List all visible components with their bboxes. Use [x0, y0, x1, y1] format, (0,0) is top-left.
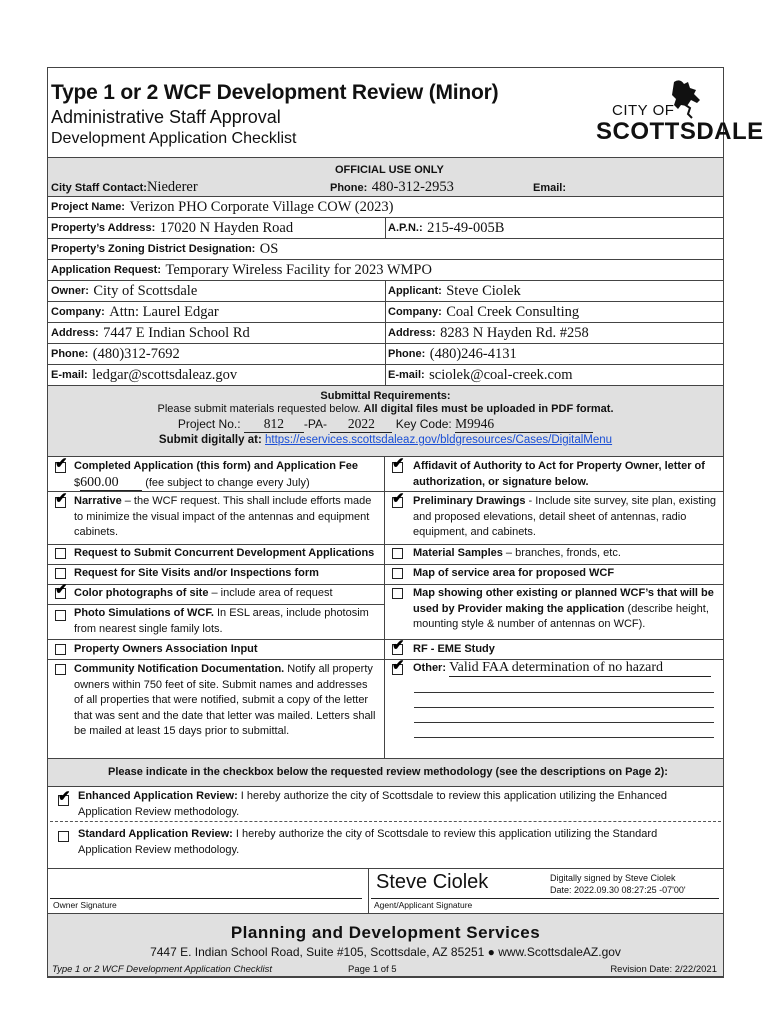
pa-field[interactable]: 2022: [330, 416, 392, 433]
property-address-field[interactable]: 17020 N Hayden Road: [159, 219, 294, 236]
footer-address: 7447 E. Indian School Road, Suite #105, Scottsdale, AZ 85251 ● www.ScottsdaleAZ.gov: [150, 945, 621, 959]
other-line-3[interactable]: [414, 707, 714, 708]
footer-revision: Revision Date: 2/22/2021: [610, 964, 717, 975]
agent-signed-name: Steve Ciolek: [376, 871, 489, 893]
property-address-row: Property’s Address: 17020 N Hayden Road A.P.N.: 215-49-005B: [48, 217, 723, 238]
footer: [48, 913, 723, 977]
checkmark-icon: ✔: [392, 657, 405, 674]
project-no-field[interactable]: 812: [244, 416, 304, 433]
digital-menu-link[interactable]: https://eservices.scottsdaleaz.gov/bldgresources/Cases/DigitalMenu: [264, 434, 613, 446]
owner-field[interactable]: City of Scottsdale: [93, 282, 198, 299]
project-name-row: Project Name: Verizon PHO Corporate Village COW (2023): [48, 196, 723, 217]
zoning-row: Property’s Zoning District Designation: OS: [48, 238, 723, 259]
community-checkbox[interactable]: [55, 664, 66, 675]
project-name-field[interactable]: Verizon PHO Corporate Village COW (2023): [129, 198, 394, 215]
staff-email: Email:: [533, 178, 716, 197]
form-subtitle-2: Development Application Checklist: [51, 130, 297, 147]
submittal-instructions: Please submit materials requested below. All digital files must be uploaded in PDF format.: [157, 403, 614, 415]
narrative-checkbox[interactable]: [55, 490, 68, 508]
service-map-checkbox[interactable]: [392, 568, 403, 579]
application-checkbox[interactable]: [55, 455, 68, 473]
applicant-company-field[interactable]: Coal Creek Consulting: [446, 303, 580, 320]
application-request-field[interactable]: Temporary Wireless Facility for 2023 WMPO: [165, 261, 432, 278]
checkmark-icon: ✔: [392, 455, 405, 472]
form-subtitle: Administrative Staff Approval: [51, 107, 281, 127]
submittal-heading: Submittal Requirements:: [320, 390, 451, 402]
owner-address-field[interactable]: 7447 E Indian School Rd: [103, 324, 250, 341]
agent-signature-line[interactable]: [371, 898, 719, 899]
other-field[interactable]: Valid FAA determination of no hazard: [449, 660, 711, 677]
wcf-map-checkbox[interactable]: [392, 588, 403, 599]
other-line-2[interactable]: [414, 692, 714, 693]
fee-field[interactable]: 600.00: [80, 475, 142, 492]
owner-applicant-row: Owner: City of Scottsdale Applicant: Steve Ciolek: [48, 280, 723, 301]
owner-signature-line[interactable]: [50, 898, 362, 899]
agent-signature-label: Agent/Applicant Signature: [374, 900, 473, 910]
concurrent-checkbox[interactable]: [55, 548, 66, 559]
checkmark-icon: ✔: [392, 637, 405, 654]
material-checkbox[interactable]: [392, 548, 403, 559]
footer-dept: Planning and Development Services: [230, 923, 541, 942]
footer-page-number: Page 1 of 5: [348, 964, 397, 975]
official-use-heading: OFFICIAL USE ONLY: [335, 164, 444, 176]
review-heading: Please indicate in the checkbox below the requested review methodology (see the descriptions on Page 2):: [108, 766, 668, 778]
review-heading-row: [48, 758, 723, 786]
company-row: Company: Attn: Laurel Edgar Company: Coal Creek Consulting: [48, 301, 723, 322]
staff-phone-field[interactable]: 480-312-2953: [372, 179, 527, 197]
email-row: E-mail: ledgar@scottsdaleaz.gov E-mail: sciolek@coal-creek.com: [48, 364, 723, 385]
other-line-4[interactable]: [414, 722, 714, 723]
checkmark-icon: ✔: [55, 490, 68, 507]
owner-signature-label: Owner Signature: [53, 900, 117, 910]
rf-study-checkbox[interactable]: [392, 637, 405, 655]
zoning-field[interactable]: OS: [259, 240, 279, 257]
site-visits-checkbox[interactable]: [55, 568, 66, 579]
owner-company-field[interactable]: Attn: Laurel Edgar: [109, 303, 219, 320]
submittal-section: [48, 385, 723, 456]
checkmark-icon: ✔: [58, 788, 71, 805]
project-number-line: Project No.: 812 -PA- 2022 Key Code: M9946: [48, 416, 723, 433]
drawings-checkbox[interactable]: [392, 490, 405, 508]
applicant-phone-field[interactable]: (480)246-4131: [429, 345, 517, 362]
key-code-field[interactable]: M9946: [455, 416, 593, 433]
staff-contact-field[interactable]: Niederer: [147, 179, 317, 197]
digital-submit-line: Submit digitally at: https://eservices.scottsdaleaz.gov/bldgresources/Cases/DigitalMenu: [158, 434, 613, 446]
color-photos-checkbox[interactable]: [55, 581, 68, 599]
photo-sims-checkbox[interactable]: [55, 610, 66, 621]
checkmark-icon: ✔: [55, 455, 68, 472]
staff-phone: Phone: 480-312-2953: [330, 178, 527, 197]
applicant-address-field[interactable]: 8283 N Hayden Rd. #258: [440, 324, 589, 341]
applicant-field[interactable]: Steve Ciolek: [446, 282, 521, 299]
other-line-5[interactable]: [414, 737, 714, 738]
checkmark-icon: ✔: [392, 490, 405, 507]
logo-name-text: SCOTTSDALE: [596, 118, 764, 145]
standard-review-checkbox[interactable]: [58, 831, 69, 842]
staff-contact: City Staff Contact:Niederer: [51, 178, 317, 197]
official-use-row: [48, 157, 723, 196]
review-divider: [50, 821, 721, 822]
footer-form-name: Type 1 or 2 WCF Development Application Checklist: [52, 964, 272, 975]
digital-signature-stamp: Digitally signed by Steve Ciolek Date: 2022.09.30 08:27:25 -07'00': [550, 873, 686, 895]
poa-checkbox[interactable]: [55, 644, 66, 655]
address-row: Address: 7447 E Indian School Rd Address: 8283 N Hayden Rd. #258: [48, 322, 723, 343]
form-title: Type 1 or 2 WCF Development Review (Minor): [51, 81, 499, 104]
phone-row: Phone: (480)312-7692 Phone: (480)246-4131: [48, 343, 723, 364]
enhanced-review-checkbox[interactable]: [58, 788, 71, 806]
application-request-row: Application Request: Temporary Wireless Facility for 2023 WMPO: [48, 259, 723, 280]
staff-email-field[interactable]: [566, 179, 716, 197]
apn-field[interactable]: 215-49-005B: [427, 219, 505, 236]
owner-email-field[interactable]: ledgar@scottsdaleaz.gov: [92, 366, 238, 383]
checkmark-icon: ✔: [55, 581, 68, 598]
applicant-email-field[interactable]: sciolek@coal-creek.com: [429, 366, 573, 383]
owner-phone-field[interactable]: (480)312-7692: [92, 345, 180, 362]
logo-city-text: CITY OF: [612, 102, 675, 119]
other-checkbox[interactable]: [392, 657, 405, 675]
city-logo: [596, 74, 764, 149]
affidavit-checkbox[interactable]: [392, 455, 405, 473]
